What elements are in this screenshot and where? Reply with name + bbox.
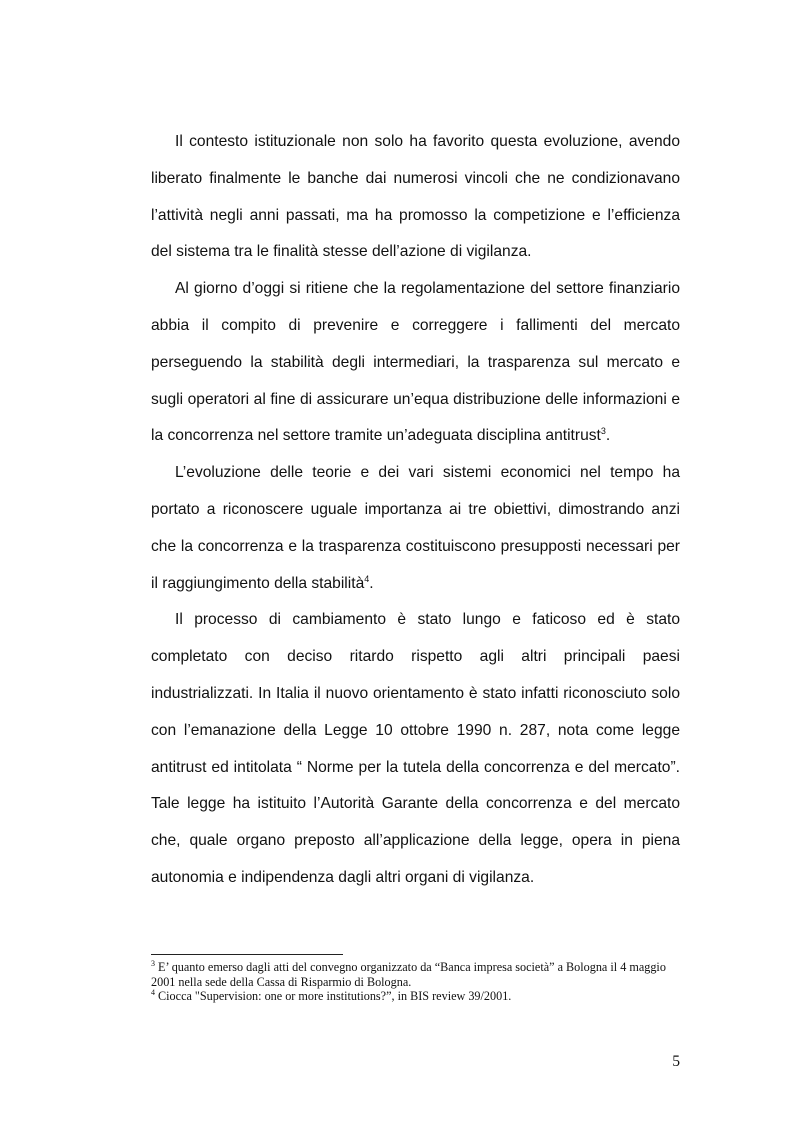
paragraph-2: Al giorno d’oggi si ritiene che la regolamentazione del settore finanziario abbia il compito di prevenire e correggere i fallimenti del mercato perseguendo la stabilità degli intermediari, la trasparenza sul mercato e sugli operatori al fine di assicurare un’equa distribuzione delle informazioni e la concorrenza nel settore tramite un’adeguata disciplina antitrust$^3$. (151, 280, 680, 445)
paragraph-4 (151, 602, 680, 896)
footnotes (151, 960, 680, 1004)
footnote-4 (151, 989, 680, 1004)
body-text (151, 124, 680, 897)
footnote-separator (151, 954, 343, 955)
footnote-3-text: E’ quanto emerso dagli atti del convegno organizzato da “Banca impresa società” a Bologna il 4 maggio 2001 nella sede della Cassa di Risparmio di Bologna. (151, 960, 666, 989)
page-number: 5 (672, 1053, 680, 1070)
paragraph-3-text: L’evoluzione delle teorie e dei vari sistemi economici nel tempo ha portato a riconoscere uguale importanza ai tre obiettivi, dimostrando anzi che la concorrenza e la trasparenza costituiscono presupposti necessari per il raggiungimento della stabilità (151, 464, 680, 592)
paragraph-4-text: Il processo di cambiamento è stato lungo e faticoso ed è stato completato con deciso ritardo rispetto agli altri principali paesi industrializzati. In Italia il nuovo orientamento è stato infatti riconosciuto solo con l’emanazione della Legge 10 ottobre 1990 n. 287, nota come legge antitrust ed intitolata “ Norme per la tutela della concorrenza e del mercato”. Tale legge ha istituito l’Autorità Garante della concorrenza e del mercato che, quale organo preposto all’applicazione della legge, opera in piena autonomia e indipendenza dagli altri organi di vigilanza. (151, 611, 680, 886)
paragraph-1 (151, 124, 680, 271)
paragraph-1-text: Il contesto istituzionale non solo ha favorito questa evoluzione, avendo liberato finalmente le banche dai numerosi vincoli che ne condizionavano l’attività negli anni passati, ma ha promosso la competizione e l’efficienza del sistema tra le finalità stesse dell’azione di vigilanza. (151, 133, 680, 261)
paragraph-3: L’evoluzione delle teorie e dei vari sistemi economici nel tempo ha portato a riconoscere uguale importanza ai tre obiettivi, dimostrando anzi che la concorrenza e la trasparenza costituiscono presupposti necessari per il raggiungimento della stabilità$^4$. (151, 464, 680, 592)
footnote-3 (151, 960, 680, 989)
footnote-ref-4[interactable]: 4 (364, 573, 370, 584)
paragraph-2-text: Al giorno d’oggi si ritiene che la regolamentazione del settore finanziario abbia il compito di prevenire e correggere i fallimenti del mercato perseguendo la stabilità degli intermediari, la trasparenza sul mercato e sugli operatori al fine di assicurare un’equa distribuzione delle informazioni e la concorrenza nel settore tramite un’adeguata disciplina antitrust (151, 280, 680, 445)
footnote-4-number: 4 (151, 988, 155, 998)
footnote-4-text: Ciocca "Supervision: one or more institutions?”, in BIS review 39/2001. (158, 989, 512, 1004)
footnote-ref-3[interactable]: 3 (600, 426, 606, 437)
footnote-3-number: 3 (151, 958, 155, 968)
